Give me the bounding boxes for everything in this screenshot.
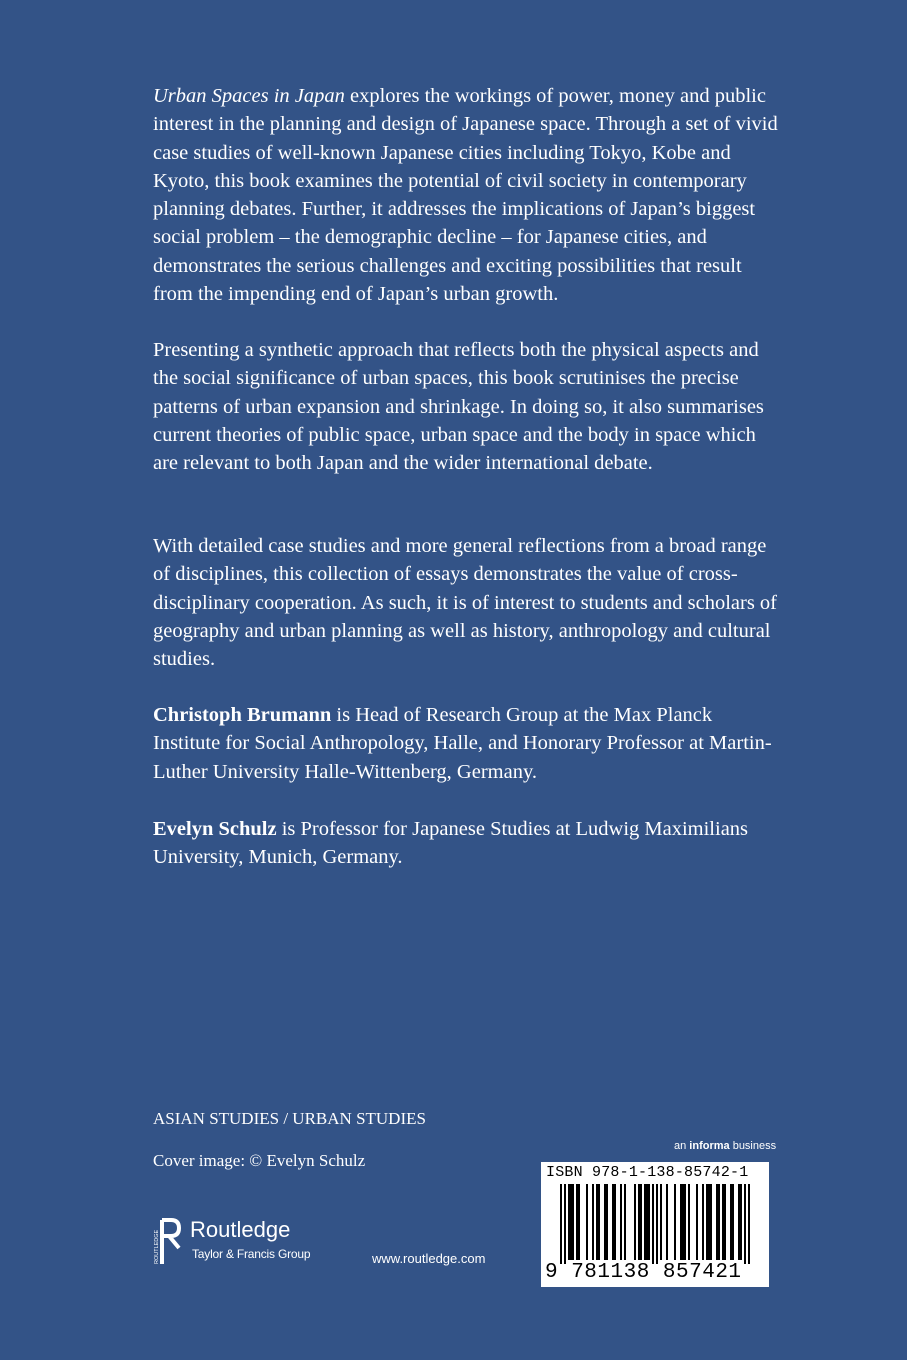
isbn-label: ISBN 978-1-138-85742-1 xyxy=(546,1164,749,1181)
blurb-paragraph-1-text: explores the workings of power, money and public interest in the planning and design of Japanese space. Through a set of vivid case studies of well-known Japanese cities including Tokyo, Kobe and Kyoto, this book examines the potential of civil society in contemporary planning debates. Further, it addresses the implications of Japan’s biggest social problem – the demographic decline – for Japanese cities, and demonstrates the serious challenges and exciting possibilities that result from the impending end of Japan’s urban growth. xyxy=(153,85,778,306)
author-name: Christoph Brumann xyxy=(153,704,332,726)
barcode-bar xyxy=(596,1184,600,1260)
barcode-bar xyxy=(696,1184,698,1260)
informa-prefix: an xyxy=(674,1140,690,1152)
routledge-vertical-text: ROUTLEDGE xyxy=(154,1229,160,1264)
barcode-bar xyxy=(722,1184,726,1260)
cover-image-credit: Cover image: © Evelyn Schulz xyxy=(153,1151,366,1170)
barcode-bar xyxy=(592,1184,594,1260)
barcode-bars xyxy=(541,1184,769,1264)
barcode-bar xyxy=(666,1184,668,1260)
barcode-bar xyxy=(730,1184,734,1260)
barcode-bar xyxy=(706,1184,712,1260)
barcode-bar xyxy=(702,1184,704,1260)
barcode-bar xyxy=(748,1184,750,1264)
routledge-logo xyxy=(151,1214,351,1268)
informa-tagline xyxy=(674,1140,776,1152)
barcode-bar xyxy=(638,1184,642,1260)
routledge-logo-icon xyxy=(151,1214,181,1266)
informa-suffix: business xyxy=(729,1140,777,1152)
barcode-bar xyxy=(674,1184,676,1260)
book-title-italic: Urban Spaces in Japan xyxy=(153,85,345,107)
barcode-bar xyxy=(680,1184,686,1260)
publisher-website: www.routledge.com xyxy=(372,1251,486,1266)
author-bio-text: is Professor for Japanese Studies at Ludwig Maximilians University, Munich, Germany. xyxy=(153,818,749,869)
barcode-bar xyxy=(564,1184,566,1264)
barcode-bar xyxy=(688,1184,690,1260)
barcode-bar xyxy=(586,1184,588,1260)
barcode-bar xyxy=(634,1184,636,1260)
blurb-paragraph-3: With detailed case studies and more general reflections from a broad range of disciplines, this collection of essays demonstrates the value of cross-disciplinary cooperation. As such, it is of interest to students and scholars of geography and urban planning as well as history, anthropology and cultural studies. xyxy=(153,535,777,671)
blurb-paragraph-1 xyxy=(153,82,778,308)
barcode-bar xyxy=(612,1184,616,1260)
barcode-bar xyxy=(660,1184,662,1260)
barcode-bar xyxy=(656,1184,658,1264)
isbn-barcode xyxy=(541,1162,769,1287)
subject-category: ASIAN STUDIES / URBAN STUDIES xyxy=(153,1109,426,1128)
barcode-bar xyxy=(652,1184,654,1264)
author-bio-2 xyxy=(153,815,778,872)
barcode-bar xyxy=(624,1184,626,1260)
informa-brand: informa xyxy=(689,1140,730,1152)
author-bio-1 xyxy=(153,701,778,786)
publisher-group: Taylor & Francis Group xyxy=(192,1247,311,1261)
publisher-name: Routledge xyxy=(190,1217,291,1242)
barcode-bar xyxy=(560,1184,562,1264)
author-name: Evelyn Schulz xyxy=(153,818,277,840)
barcode-bar xyxy=(576,1184,580,1260)
barcode-bar xyxy=(568,1184,574,1260)
author-bio-text: is Head of Research Group at the Max Planck Institute for Social Anthropology, Halle, and Honorary Professor at Martin-Luther University Halle-Wittenberg, Germany. xyxy=(153,704,772,783)
barcode-bar xyxy=(716,1184,720,1260)
barcode-bar xyxy=(644,1184,650,1260)
blurb-paragraph-2: Presenting a synthetic approach that reflects both the physical aspects and the social significance of urban spaces, this book scrutinises the precise patterns of urban expansion and shrinkage. In doing so, it also summarises current theories of public space, urban space and the body in space which are relevant to both Japan and the wider international debate. xyxy=(153,339,764,475)
barcode-bar xyxy=(604,1184,608,1260)
barcode-digits: 9 781138 857421 xyxy=(545,1261,742,1284)
barcode-bar xyxy=(744,1184,746,1264)
barcode-bar xyxy=(738,1184,742,1260)
barcode-bar xyxy=(620,1184,622,1260)
